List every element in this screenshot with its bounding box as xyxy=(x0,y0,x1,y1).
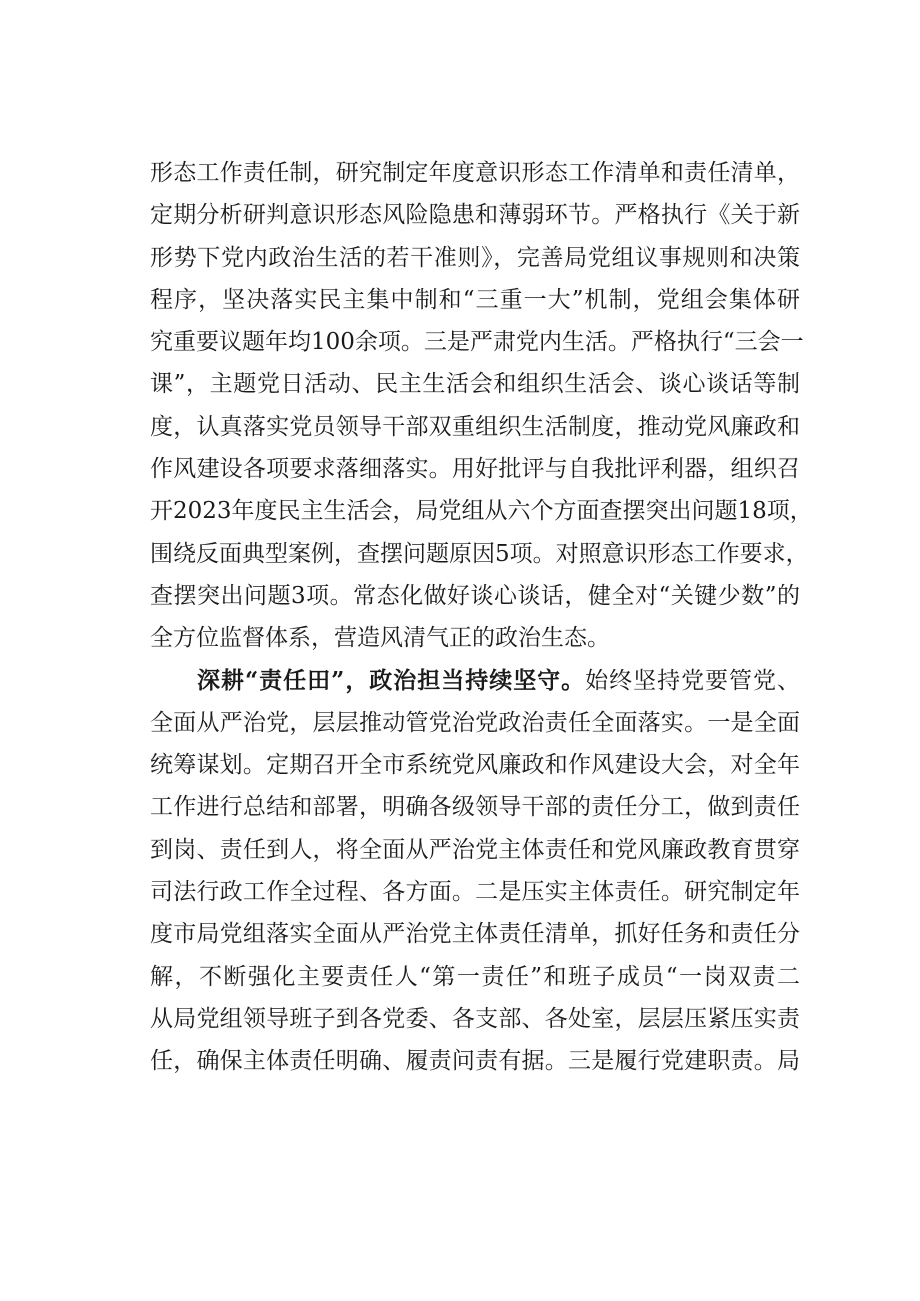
text-line: 解，不断强化主要责任人“第一责任”和班子成员“一岗双责二 xyxy=(150,963,800,990)
paragraph-first-line xyxy=(150,660,800,702)
text-line: 形势下党内政治生活的若干准则》，完善局党组议事规则和决策 xyxy=(150,244,800,271)
text-line: 全方位监督体系，营造风清气正的政治生态。 xyxy=(150,625,610,652)
text-line: 开2023年度民主生活会，局党组从六个方面查摆突出问题18项， xyxy=(150,498,813,525)
document-page xyxy=(150,152,813,1083)
text-line: 司法行政工作全过程、各方面。二是压实主体责任。研究制定年 xyxy=(150,879,800,906)
text-line: 度，认真落实党员领导干部双重组织生活制度，推动党风廉政和 xyxy=(150,413,800,440)
text-line: 到岗、责任到人，将全面从严治党主体责任和党风廉政教育贯穿 xyxy=(150,836,800,863)
text-line: 全面从严治党，层层推动管党治党政治责任全面落实。一是全面 xyxy=(150,709,800,736)
text-line: 统筹谋划。定期召开全市系统党风廉政和作风建设大会，对全年 xyxy=(150,752,800,779)
text-line: 究重要议题年均100余项。三是严肃党内生活。严格执行“三会一 xyxy=(150,329,804,356)
text-line: 定期分析研判意识形态风险隐患和薄弱环节。严格执行《关于新 xyxy=(150,202,800,229)
text-line: 度市局党组落实全面从严治党主体责任清单，抓好任务和责任分 xyxy=(150,921,800,948)
text-line: 工作进行总结和部署，明确各级领导干部的责任分工，做到责任 xyxy=(150,794,800,821)
text-line: 从局党组领导班子到各党委、各支部、各处室，层层压紧压实责 xyxy=(150,1005,800,1032)
section-heading: 深耕“责任田”，政治担当持续坚守。 xyxy=(197,666,586,694)
text-run: 始终坚持党要管党、 xyxy=(585,667,800,694)
text-line: 作风建设各项要求落细落实。用好批评与自我批评利器，组织召 xyxy=(150,456,800,483)
text-line: 课”，主题党日活动、民主生活会和组织生活会、谈心谈话等制 xyxy=(150,371,800,398)
paragraph-ideology-responsibility xyxy=(150,152,813,660)
text-line: 形态工作责任制，研究制定年度意识形态工作清单和责任清单， xyxy=(150,160,800,186)
text-line: 任，确保主体责任明确、履责问责有据。三是履行党建职责。局 xyxy=(150,1048,800,1075)
paragraph-responsibility-field xyxy=(150,660,800,1083)
text-line: 围绕反面典型案例，查摆问题原因5项。对照意识形态工作要求， xyxy=(150,540,809,567)
text-line: 程序，坚决落实民主集中制和“三重一大”机制，党组会集体研 xyxy=(150,286,800,313)
text-line: 查摆突出问题3项。常态化做好谈心谈话，健全对“关键少数”的 xyxy=(150,582,800,609)
